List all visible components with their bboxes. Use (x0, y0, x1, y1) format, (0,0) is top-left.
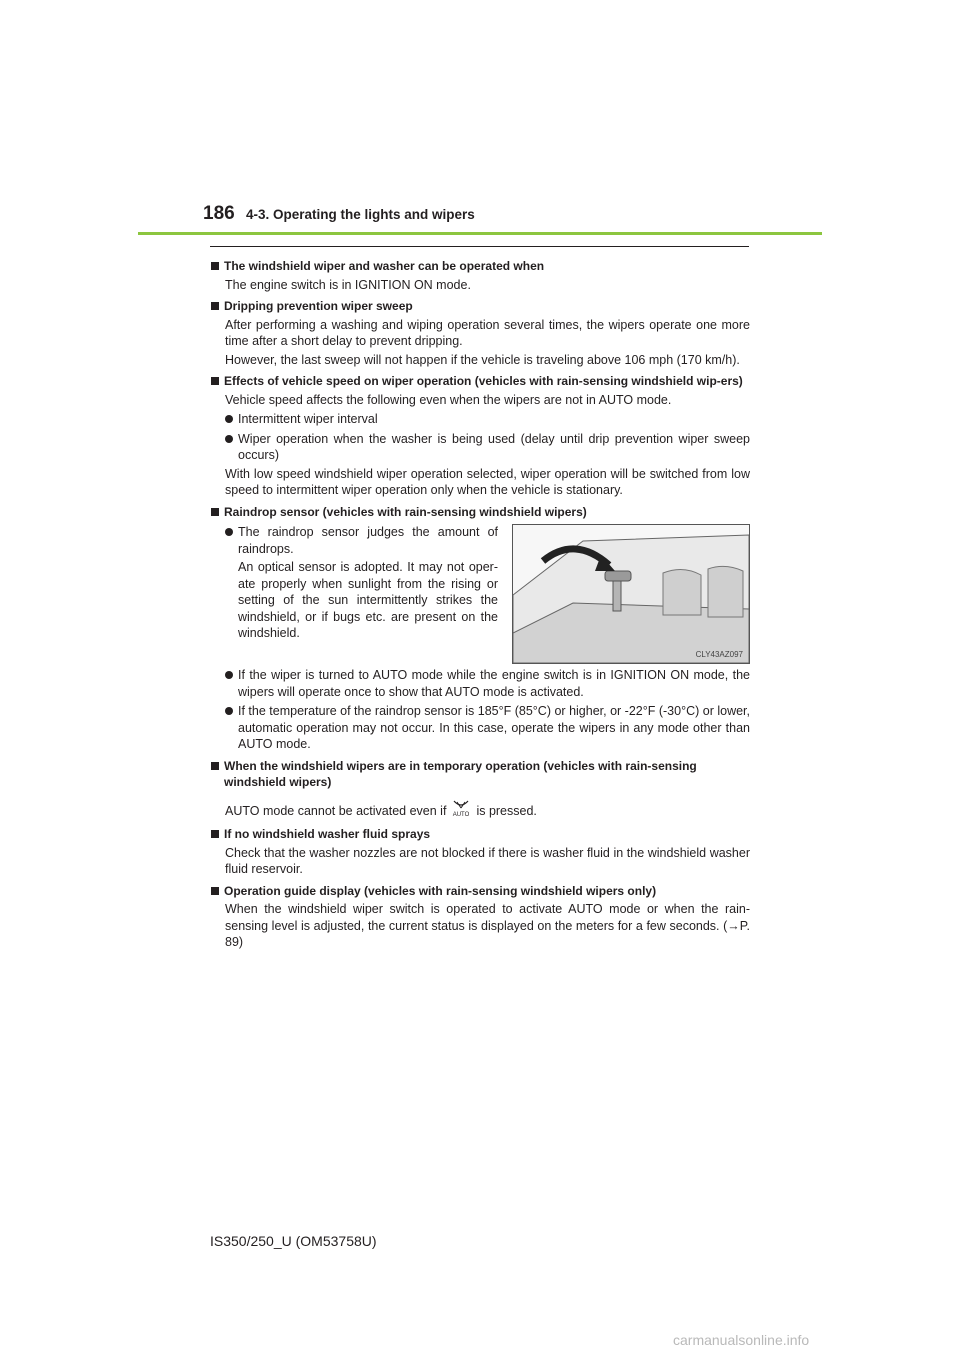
figure-code: CLY43AZ097 (695, 650, 743, 659)
square-bullet-icon (211, 830, 219, 838)
section-heading: Operation guide display (vehicles with rain-sensing windshield wipers only) (211, 883, 750, 900)
sub-paragraph: An optical sensor is adopted. It may not oper-ate properly when sunlight from the rising or setting of the sun intermittently strikes the windshield, or if bugs etc. are present on the windshield. (238, 560, 498, 640)
list-item: Intermittent wiper interval (211, 411, 750, 428)
round-bullet-icon (225, 415, 233, 423)
round-bullet-icon (225, 671, 233, 679)
round-bullet-icon (225, 435, 233, 443)
auto-icon-label: AUTO (453, 811, 470, 817)
paragraph: Vehicle speed affects the following even when the wipers are not in AUTO mode. (225, 392, 672, 407)
square-bullet-icon (211, 377, 219, 385)
square-bullet-icon (211, 887, 219, 895)
raindrop-sensor-illustration (512, 524, 750, 664)
section-title: 4-3. Operating the lights and wipers (246, 207, 475, 222)
section-heading: Raindrop sensor (vehicles with rain-sensing windshield wipers) (211, 504, 750, 521)
page-content (211, 258, 750, 951)
section-heading: If no windshield washer fluid sprays (211, 826, 750, 843)
figure-row (211, 524, 750, 664)
footer-model-code: IS350/250_U (OM53758U) (210, 1233, 377, 1249)
page-number: 186 (203, 203, 235, 224)
square-bullet-icon (211, 302, 219, 310)
list-item: The raindrop sensor judges the amount of raindrops. An optical sensor is adopted. It may not oper-ate properly when sunlight from the rising or setting of the sun intermittently strikes the windshield, or if bugs etc. are present on the windshield. (211, 524, 498, 664)
list-item: If the wiper is turned to AUTO mode while the engine switch is in IGNITION ON mode, the wipers will operate once to show that AUTO mode is activated. (211, 667, 750, 700)
paragraph: The engine switch is in IGNITION ON mode. (225, 277, 471, 292)
paragraph: However, the last sweep will not happen if the vehicle is traveling above 106 mph (170 km/h). (225, 352, 740, 367)
watermark: carmanualsonline.info (673, 1332, 810, 1348)
list-item: If the temperature of the raindrop sensor is 185°F (85°C) or higher, or -22°F (-30°C) or lower, automatic operation may not occur. In this case, operate the wipers in any mode other than AUTO mode. (211, 703, 750, 753)
square-bullet-icon (211, 262, 219, 270)
round-bullet-icon (225, 528, 233, 536)
section-heading: Dripping prevention wiper sweep (211, 298, 750, 315)
paragraph: When the windshield wiper switch is operated to activate AUTO mode or when the rain-sensing level is adjusted, the current status is displayed on the meters for a few seconds. (→P. 89) (225, 902, 750, 949)
content-divider (210, 246, 749, 247)
square-bullet-icon (211, 508, 219, 516)
section-heading: When the windshield wipers are in temporary operation (vehicles with rain-sensing windshield wipers) (211, 758, 750, 791)
paragraph: After performing a washing and wiping operation several times, the wipers operate one more time after a short delay to prevent dripping. (225, 317, 750, 348)
paragraph: AUTO mode cannot be activated even if AUTO is pressed. (211, 799, 750, 822)
list-item: Wiper operation when the washer is being used (delay until drip prevention wiper sweep occurs) (211, 431, 750, 464)
square-bullet-icon (211, 762, 219, 770)
header-rule (138, 232, 822, 235)
section-heading: The windshield wiper and washer can be operated when (211, 258, 750, 275)
section-heading: Effects of vehicle speed on wiper operation (vehicles with rain-sensing windshield wip-ers) (211, 373, 750, 390)
paragraph: Check that the washer nozzles are not blocked if there is washer fluid in the windshield washer fluid reservoir. (225, 845, 750, 876)
round-bullet-icon (225, 707, 233, 715)
paragraph: With low speed windshield wiper operation selected, wiper operation will be switched from low speed to intermittent wiper operation only when the vehicle is stationary. (225, 466, 750, 497)
auto-wiper-icon (450, 799, 472, 822)
